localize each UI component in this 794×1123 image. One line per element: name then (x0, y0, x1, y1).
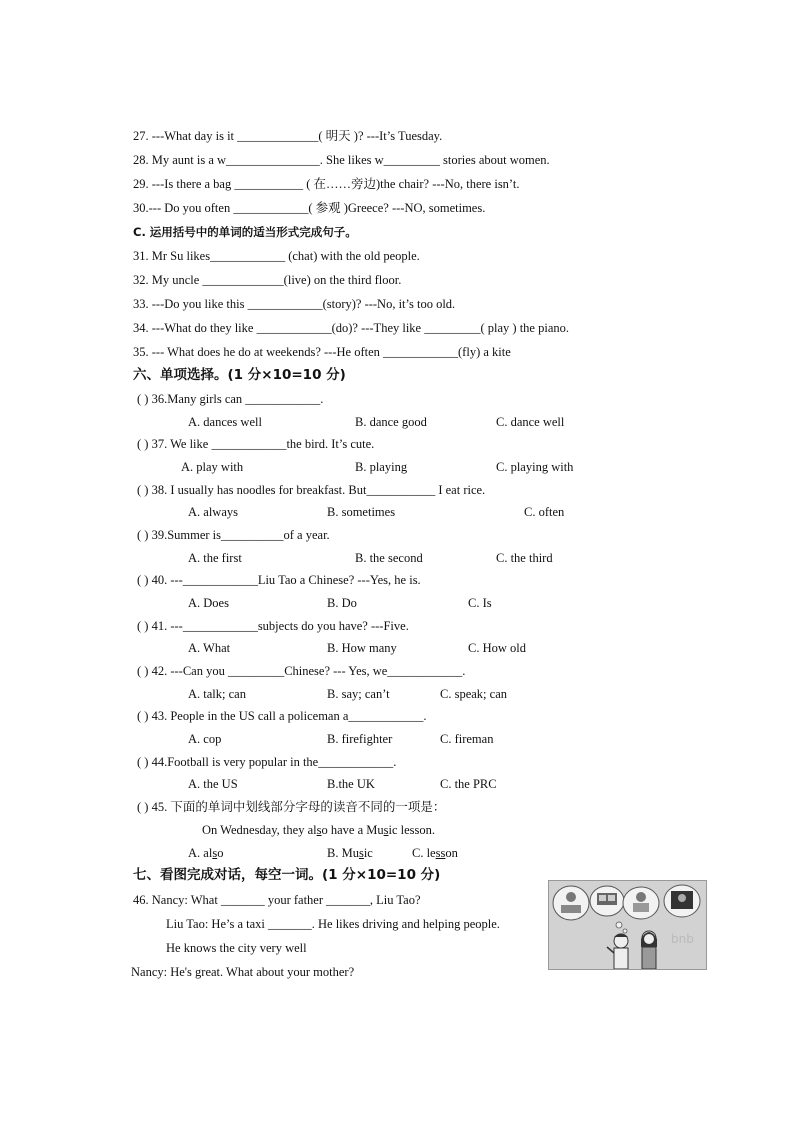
question-43: ( ) 43. People in the US call a policeman a____________. (137, 709, 427, 723)
underlined-letter: s (212, 846, 218, 860)
option-42-a: A. talk; can (188, 687, 246, 701)
option-42-c: C. speak; can (440, 687, 507, 701)
question-30: 30.--- Do you often ____________( 参观 )Greece? ---NO, sometimes. (133, 201, 486, 215)
option-45-a (188, 845, 223, 861)
option-text: ic (363, 846, 373, 860)
question-37: ( ) 37. We like ____________the bird. It’s cute. (137, 437, 375, 451)
option-37-c: C. playing with (496, 460, 574, 474)
question-28: 28. My aunt is a w_______________. She likes w_________ stories about women. (133, 153, 550, 167)
question-46-line-2: Liu Tao: He’s a taxi _______. He likes driving and helping people. (166, 917, 500, 931)
option-39-b: B. the second (355, 551, 423, 565)
option-40-b: B. Do (327, 596, 357, 610)
question-46-line-1: 46. Nancy: What _______ your father _______, Liu Tao? (133, 893, 421, 907)
underlined-letter: s (358, 846, 364, 860)
option-41-a: A. What (188, 641, 231, 655)
question-46-line-3: He knows the city very well (166, 941, 307, 955)
option-41-b: B. How many (327, 641, 397, 655)
question-45: ( ) 45. 下面的单词中划线部分字母的读音不同的一项是： (137, 800, 446, 814)
question-31: 31. Mr Su likes____________ (chat) with the old people. (133, 249, 420, 263)
question-33: 33. ---Do you like this ____________(story)? ---No, it’s too old. (133, 297, 456, 311)
option-36-c: C. dance well (496, 415, 565, 429)
question-42: ( ) 42. ---Can you _________Chinese? --- Yes, we____________. (137, 664, 466, 678)
sentence-part: ic lesson. (388, 823, 436, 837)
question-46-line-4: Nancy: He's great. What about your mother? (131, 965, 355, 979)
underlined-letter: ss (435, 846, 446, 860)
question-40: ( ) 40. ---____________Liu Tao a Chinese? ---Yes, he is. (137, 573, 421, 587)
option-43-b: B. firefighter (327, 732, 393, 746)
option-36-b: B. dance good (355, 415, 427, 429)
question-29: 29. ---Is there a bag ___________ ( 在……旁边)the chair? ---No, there isn’t. (133, 177, 520, 191)
question-35: 35. --- What does he do at weekends? ---He often ____________(fly) a kite (133, 345, 511, 359)
option-37-b: B. playing (355, 460, 408, 474)
question-27: 27. ---What day is it _____________( 明天 )? ---It’s Tuesday. (133, 129, 443, 143)
question-41: ( ) 41. ---____________subjects do you have? ---Five. (137, 619, 409, 633)
option-44-a: A. the US (188, 777, 238, 791)
underlined-letter: s (383, 823, 389, 837)
question-34: 34. ---What do they like ____________(do)? ---They like _________( play ) the piano. (133, 321, 569, 335)
option-text: B. Mu (327, 846, 359, 860)
option-41-c: C. How old (468, 641, 526, 655)
sentence-part: On Wednesday, they al (202, 823, 317, 837)
underlined-letter: s (316, 823, 322, 837)
option-43-a: A. cop (188, 732, 222, 746)
section-c-heading: C. 运用括号中的单词的适当形式完成句子。 (133, 225, 357, 239)
option-45-b (327, 845, 373, 861)
option-39-c: C. the third (496, 551, 553, 565)
option-40-a: A. Does (188, 596, 229, 610)
option-44-b: B.the UK (327, 777, 375, 791)
option-text: A. al (188, 846, 213, 860)
question-38: ( ) 38. I usually has noodles for breakfast. But___________ I eat rice. (137, 483, 486, 497)
question-32: 32. My uncle _____________(live) on the third floor. (133, 273, 402, 287)
section-6-heading: 六、单项选择。(1 分×10=10 分) (133, 367, 346, 383)
option-44-c: C. the PRC (440, 777, 497, 791)
option-40-c: C. Is (468, 596, 492, 610)
sentence-part: o have a Mu (321, 823, 384, 837)
dialogue-illustration (548, 880, 707, 970)
section-7-heading: 七、看图完成对话，每空一词。(1 分×10=10 分) (133, 867, 441, 883)
question-39: ( ) 39.Summer is__________of a year. (137, 528, 330, 542)
svg-text:bnb: bnb (671, 932, 694, 946)
option-43-c: C. fireman (440, 732, 494, 746)
option-36-a: A. dances well (188, 415, 262, 429)
option-38-c: C. often (524, 505, 565, 519)
option-37-a: A. play with (181, 460, 244, 474)
question-45-sentence (202, 822, 435, 838)
option-text: o (217, 846, 224, 860)
question-44: ( ) 44.Football is very popular in the____________. (137, 755, 397, 769)
option-45-c (412, 845, 458, 861)
option-38-a: A. always (188, 505, 238, 519)
option-38-b: B. sometimes (327, 505, 396, 519)
option-39-a: A. the first (188, 551, 242, 565)
question-36: ( ) 36.Many girls can ____________. (137, 392, 324, 406)
option-42-b: B. say; can’t (327, 687, 390, 701)
option-text: C. le (412, 846, 436, 860)
option-text: on (445, 846, 458, 860)
